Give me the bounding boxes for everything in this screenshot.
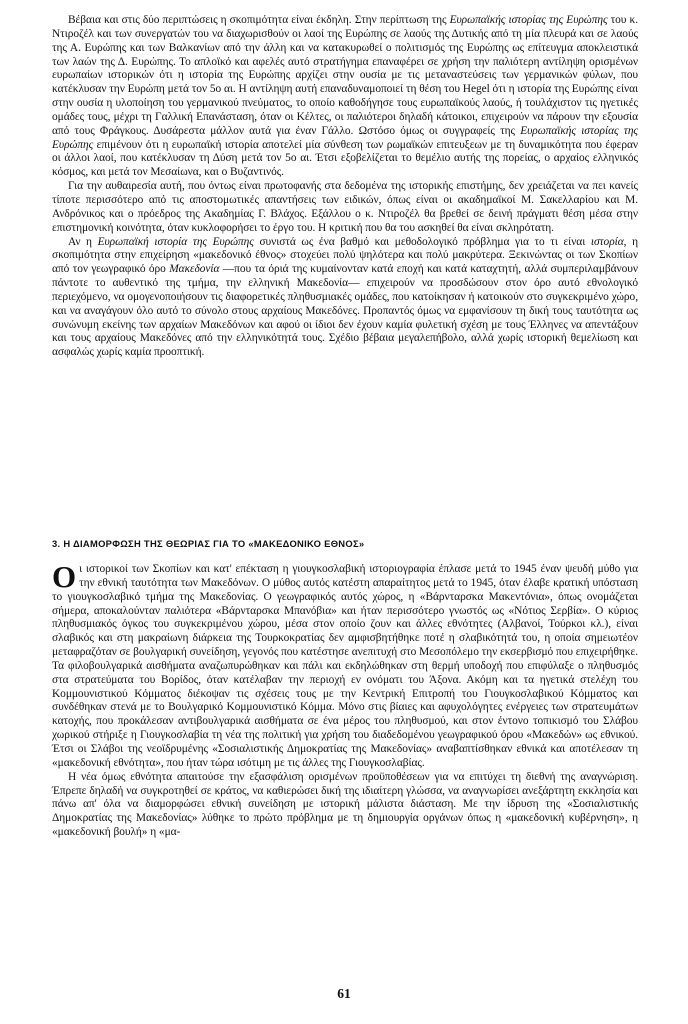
paragraph-2: Για την αυθαιρεσία αυτή, που όντως είναι πρωτοφανής στα δεδομένα της ιστορικής επιστήμης, δεν χρειάζεται να πει κανείς τίποτε περισσότερο από τις αποστομωτικές απαντήσεις των ειδικών, όπως είναι οι ακαδημαϊκοί Μ. Σακελλαρίου και Μ. Ανδρόνικος και ο πρόεδρος της Ακαδημίας Γ. Βλάχος. Εξάλλου ο κ. Ντιροζέλ θα βρεθεί σε δεινή πράγματι θέση μέσα στην επιστημονική κοινότητα, όταν κυκλοφορήσει το έργο του. Η κριτική που θα του ασκηθεί θα είναι σκληρότατη.	[52, 180, 638, 234]
paragraph-4: Οι ιστορικοί των Σκοπίων και κατ' επέκταση η γιουγκοσλαβική ιστοριογραφία έπλασε μετά το 1945 έναν ψευδή μύθο για την εθνική ταυτότητα των Μακεδόνων. Ο μύθος αυτός κατέστη απαραίτητος μετά το 1945, όταν έλαβε κρατική υπόσταση το γιουγκοσλαβικό τμήμα της Μακεδονίας. Ο γεωγραφικός αυτός χώρος, η «Βάρνταρσκα Μακεντόνια», όπως ονομάζεται σήμερα, αποκαλούνταν παλιότερα «Βάρνταρσκα Μπανόβια» και ήταν περισσότερο γνωστός ως «Νότιος Σερβία». Ο κύριος πληθυσμιακός όγκος του συγκεκριμένου χώρου, μέσα στον οποίο ζουν και άλλες εθνότητες (Αλβανοί, Τούρκοι κλ.), είναι σλαβικός και στη μακραίωνη διάρκεια της Τουρκοκρατίας δεν αμφισβητήθηκε ποτέ η σλαβικότητά του, η οποία σημειωτέον μεταφραζόταν σε βουλγαρική συνείδηση, γεγονός που κατέστησε ανεπιτυχή στο Μεσοπόλεμο την εκσερβισμό που επιχειρήθηκε. Τα φιλοβουλγαρικά αισθήματα αναζωπυρώθηκαν και πάλι και εκδηλώθηκαν στη θερμή υποδοχή που επιφύλαξε ο πληθυσμός στα στρατεύματα του Βορίδος, όταν κατέλαβαν την περιοχή εν ονόματι του Άξονα. Ακόμη και τα ηγετικά στελέχη του Κομμουνιστικού Κόμματος διέκοψαν τις σχέσεις τους με την Κεντρική Επιτροπή του Γιουγκοσλαβικού Κόμματος και συνδέθηκαν στενά με το Βουλγαρικό Κομμουνιστικό Κόμμα. Μόνο στις βίαιες και αφυχολόγητες ενέργειες των στρατευμάτων κατοχής, που προκάλεσαν αντιβουλγαρικά αισθήματα σε ένα μέρος του πληθυσμού, και στον έντονο τοπικισμό του Σλάβου χωρικού στήριξε η Γιουγκοσλαβία τη νέα της πολιτική για χρήση του διαδεδομένου γεωγραφικού όρου «Μακεδών» ως εθνικού. Έτσι οι Σλάβοι της νεοϊδρυμένης «Σοσιαλιστικής Δημοκρατίας της Μακεδονίας» αναβαπτίσθηκαν εθνικά και αποτέλεσαν τη «μακεδονική εθνότητα», που ήταν τώρα ισότιμη με τις άλλες της Γιουγκοσλαβίας.	[52, 559, 638, 769]
paragraph-5: Η νέα όμως εθνότητα απαιτούσε την εξασφάλιση ορισμένων προϋποθέσεων για να επιτύχει τη διεθνή της αναγνώριση. Έπρεπε δηλαδή να συγκροτηθεί σε κράτος, να καθιερώσει δική της ιδιαίτερη γλώσσα, να αναγνωρίσει ανεξάρτητη εκκλησία και πάνω απ' όλα να διαμορφώσει εθνική συνείδηση με ιστορική μάλιστα διάσταση. Με την ίδρυση της «Σοσιαλιστικής Δημοκρατίας της Μακεδονίας» λύθηκε το πρώτο πρόβλημα με τη δημιουργία οργάνων όπως η «μακεδονική κυβέρνηση», η «μακεδονική βουλή» η «μα-	[52, 770, 638, 839]
section-heading: 3. Η ΔΙΑΜΟΡΦΩΣΗ ΤΗΣ ΘΕΩΡΙΑΣ ΓΙΑ ΤΟ «ΜΑΚΕΔΟΝΙΚΟ ΕΘΝΟΣ»	[52, 538, 365, 549]
paragraph-3: Αν η Ευρωπαϊκή ιστορία της Ευρώπης συνιστά ως ένα βαθμό και μεθοδολογικό πρόβλημα για το τι είναι ιστορία, η σκοπιμότητα στην επιχείρηση «μακεδονικό έθνος» στοχεύει πολύ ψηλότερα και πολύ μακρύτερα. Ξεκινώντας οι των Σκοπίων από τον γεωγραφικό όρο Μακεδονία —που τα όριά της κυμαίνονταν κατά εποχή και κατά καταχτητή, αλλά συμπεριλαμβάνουν πάντοτε το αυθεντικό της τμήμα, την ελληνική Μακεδονία— επιχειρούν να προσδώσουν στον όρο αυτό εθνολογικό περιεχόμενο, να ομογενοποιήσουν τις διαφορετικές πληθυσμιακές ομάδες, που κατοίκησαν ή κατοικούν στο συγκεκριμένο χώρο, και να αναγάγουν όλο αυτό το σύνολο στους αρχαίους Μακεδόνες. Προπαντός όμως να εμφανίσουν τη δική τους ταυτότητα ως συνώνυμη εκείνης των αρχαίων Μακεδόνων και αφού οι ίδιοι δεν έχουν καμία φυλετική σχέση με τους Έλληνες να απεντάξουν και τους αρχαίους Μακεδόνες από την ελληνικότητά τους. Σχέδιο βέβαια μεγαλεπήβολο, αλλά χωρίς ιστορική θεμελίωση και ασφαλώς χωρίς καμία προοπτική.	[52, 235, 638, 359]
body-text-section-2	[52, 559, 638, 840]
body-text-section-1	[52, 14, 638, 360]
paragraph-1: Βέβαια και στις δύο περιπτώσεις η σκοπιμότητα είναι έκδηλη. Στην περίπτωση της Ευρωπαϊκής ιστορίας της Ευρώπης του κ. Ντιροζέλ και των συνεργατών του να διαχωρισθούν οι λαοί της Ευρώπης σε λαούς της Δυτικής από τη μία πλευρά και σε λαούς της Α. Ευρώπης και των Βαλκανίων από την άλλη και να κατακυρωθεί ο πολιτισμός της Ευρώπης ως επίτευγμα αποκλειστικά των λαών της Δ. Ευρώπης. Το απλοϊκό και αφελές αυτό στρατήγημα επαναφέρει σε χρήση την παλιότερη αντίληψη ορισμένων ευρωπαίων ιστορικών ότι η ιστορία της Ευρώπης αρχίζει στην ουσία με τις μεταναστεύσεις των γερμανικών φύλων, που κατέκλυσαν την Ευρώπη μετά τον 5ο αι. Η αντίληψη αυτή επαναδυναμοποιεί τη θέση του Hegel ότι η ιστορία της Ευρώπης είναι στην ουσία η υλοποίηση του γερμανικού πνεύματος, το οποίο καθοδήγησε τους ευρωπαϊκούς λαούς, ή τουλάχιστον τις ηγετικές ομάδες τους, μέχρι τη Γαλλική Επανάσταση, όταν οι Κέλτες, οι παλιότεροι δηλαδή κάτοικοι, επιχειρούν να πάρουν την εξουσία από τους Φράγκους. Δυσάρεστα μάλλον αυτά για έναν Γάλλο. Ωστόσο όμως οι συγγραφείς της Ευρωπαϊκής ιστορίας της Ευρώπης επιμένουν ότι η ευρωπαϊκή ιστορία αποτελεί μία σύνθεση των ρωμαϊκών επιτευξεων με τη δυναμικότητα που έφεραν οι άλλοι λαοί, που κατέκλυσαν τη Δύση μετά τον 5ο αι. Έτσι εξοβελίζεται το θεμέλιο αυτής της πορείας, ο αρχαίος ελληνικός κόσμος, και μετά τον Μεσαίωνα, και ο Βυζαντινός.	[52, 14, 638, 179]
book-title: Ευρωπαϊκή ιστορία της Ευρώπης	[97, 235, 254, 248]
book-title: Ευρωπαϊκής ιστορίας της Ευρώπης	[449, 14, 608, 26]
drop-cap: Ο	[52, 559, 77, 594]
emphasis-term: ιστορία	[590, 235, 624, 248]
page-number: 61	[337, 986, 351, 1001]
emphasis-term: Μακεδονία	[169, 263, 220, 276]
book-title: Ευρωπαϊκής ιστορίας της Ευρώπης	[52, 124, 638, 151]
